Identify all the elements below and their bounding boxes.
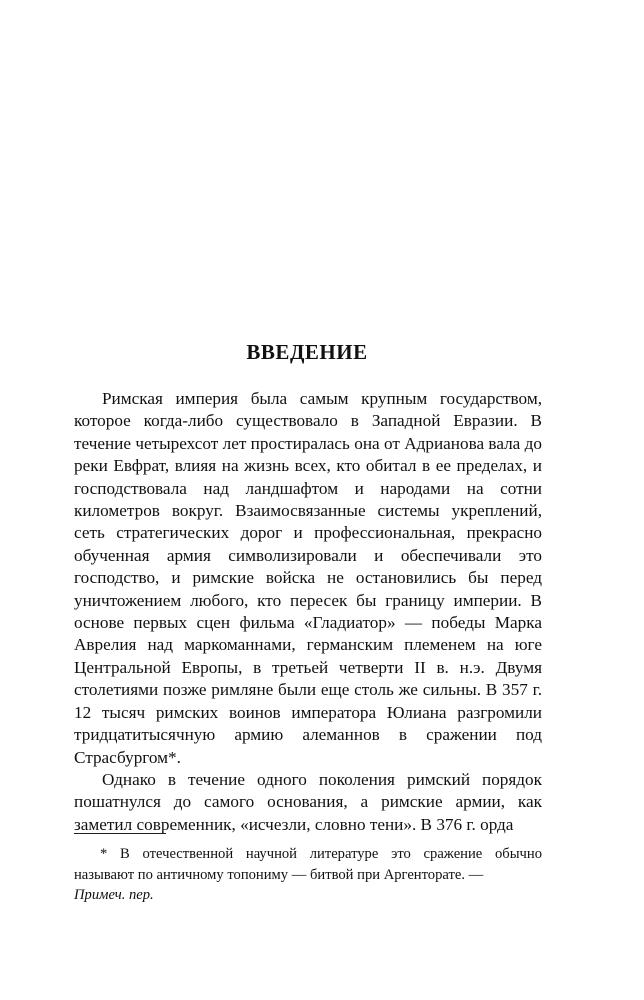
translator-note: Примеч. пер. xyxy=(74,887,154,903)
body-text xyxy=(74,388,542,836)
footnote-divider xyxy=(74,833,166,834)
chapter-title: ВВЕДЕНИЕ xyxy=(246,340,368,364)
footnote-text: * В отечественной научной литературе это сражение обычно называют по античному топониму — битвой при Аргенторате. — xyxy=(74,846,542,883)
footnote xyxy=(74,844,542,906)
paragraph: Римская империя была самым крупным государством, которое когда-либо существовало в Западной Евразии. В течение четырехсот лет простиралась она от Адрианова вала до реки Евфрат, влияя на жизнь всех, кто обитал в ее пределах, и господствовала над ландшафтом и народами на сотни километров вокруг. Взаимосвязанные системы укреплений, сеть стратегических дорог и профессиональная, прекрасно обученная армия символизировали и обеспечивали это господство, и римские войска не остановились бы перед уничтожением любого, кто пересек бы границу империи. В основе первых сцен фильма «Гладиатор» — победы Марка Аврелия над маркоманнами, германским племенем на юге Центральной Европы, в третьей четверти II в. н.э. Двумя столетиями позже римляне были еще столь же сильны. В 357 г. 12 тысяч римских воинов императора Юлиана разгромили тридцатитысячную армию алеманнов в сражении под Страсбургом*. xyxy=(74,389,542,767)
paragraph: Однако в течение одного поколения римский порядок пошатнулся до самого основания, а римские армии, как заметил современник, «исчезли, словно тени». В 376 г. орда xyxy=(74,769,542,834)
